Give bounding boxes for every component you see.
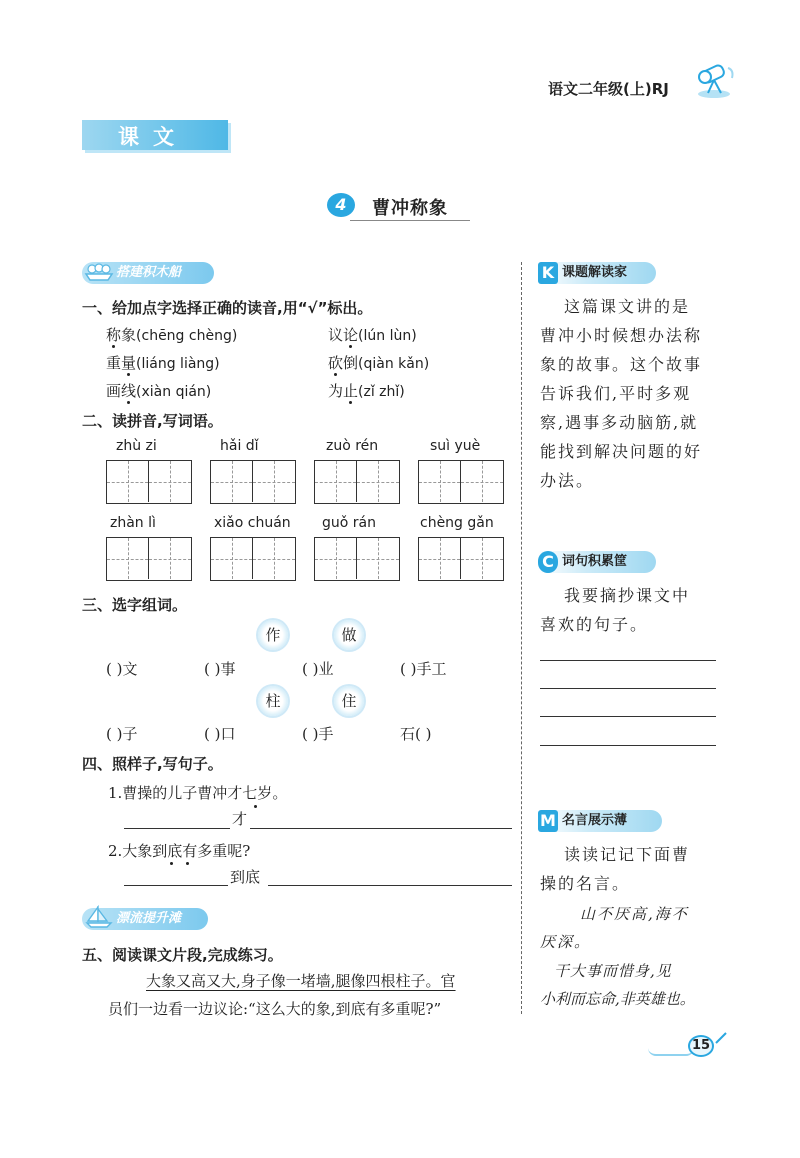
passage-line: 员们一边看一边议论:“这么大的象,到底有多重呢?” — [108, 1000, 442, 1018]
fill-blank[interactable]: ( )文 — [106, 660, 138, 678]
fill-blank[interactable]: ( )手 — [302, 725, 334, 743]
q1-word: 砍 — [328, 354, 344, 372]
answer-line[interactable] — [124, 885, 228, 886]
m-badge-icon: M — [538, 810, 558, 832]
pinyin-label: xiǎo chuán — [214, 515, 291, 531]
q1-item: 为止(zǐ zhǐ) — [328, 382, 405, 400]
answer-line[interactable] — [268, 885, 512, 886]
emphasis-dot — [186, 862, 189, 865]
pinyin-label: chèng gǎn — [420, 515, 494, 531]
q1-word: 称 — [106, 326, 122, 344]
lesson-banner-label: 课文 — [118, 125, 188, 149]
sidebar-text: 我要摘抄课文中 — [564, 586, 691, 605]
q1-item: 议论(lún lùn) — [328, 326, 417, 344]
answer-line[interactable] — [250, 828, 512, 829]
section-tag-label: 漂流提升滩 — [82, 908, 208, 930]
q1-item: 重量(liáng liàng) — [106, 354, 220, 372]
q1-word: 线 — [121, 382, 137, 400]
sidebar-text: 喜欢的句子。 — [540, 615, 649, 634]
page-number: 15 — [688, 1035, 714, 1057]
fill-blank[interactable]: ( )口 — [204, 725, 236, 743]
pinyin-label: hǎi dǐ — [220, 438, 259, 454]
pinyin-label: zhù zi — [116, 438, 157, 454]
writing-grid[interactable] — [418, 537, 504, 581]
writing-grid[interactable] — [106, 537, 192, 581]
sidebar-text: 察,遇事多动脑筋,就 — [540, 413, 699, 432]
copy-line[interactable] — [540, 745, 716, 746]
passage-line: 大象又高又大,身子像一堵墙,腿像四根柱子。官 — [146, 972, 456, 990]
writing-grid[interactable] — [210, 537, 296, 581]
answer-keyword: 才 — [232, 810, 248, 828]
quote-line: 山不厌高,海不 — [580, 905, 689, 923]
section-tag-label: 搭建积木船 — [82, 262, 214, 284]
title-underline — [350, 220, 470, 221]
answer-line[interactable] — [124, 828, 230, 829]
q1-word: 止 — [343, 382, 359, 400]
sidebar-text: 操的名言。 — [540, 874, 631, 893]
q1-options: (qiàn kǎn) — [358, 356, 430, 372]
section-tag-building — [82, 262, 214, 284]
writing-grid[interactable] — [314, 460, 400, 504]
q1-options: (liáng liàng) — [136, 356, 220, 372]
sailboat-icon — [84, 904, 114, 924]
header-title: 语文二年级(上)RJ — [548, 80, 669, 98]
q1-options: (xiàn qián) — [136, 384, 212, 400]
lesson-number: 4 — [327, 193, 355, 217]
q1-options: (chēng chèng) — [136, 328, 238, 344]
pen-icon — [714, 1030, 728, 1049]
quote-line: 干大事而惜身,见 — [554, 962, 672, 980]
q3-heading: 三、选字组词。 — [82, 596, 188, 614]
q1-options: (lún lùn) — [358, 328, 417, 344]
q1-options: (zǐ zhǐ) — [358, 384, 405, 400]
section-tag-drift — [82, 908, 208, 930]
pinyin-label: zhàn lì — [110, 515, 156, 531]
sidebar-text: 象的故事。这个故事 — [540, 355, 703, 374]
writing-grid[interactable] — [314, 537, 400, 581]
sidebar-text: 告诉我们,平时多观 — [540, 384, 692, 403]
example-sentence: 1.曹操的儿子曹冲才七岁。 — [108, 784, 288, 802]
q1-item: 画线(xiàn qián) — [106, 382, 212, 400]
fill-blank[interactable]: ( )事 — [204, 660, 236, 678]
q1-item: 砍倒(qiàn kǎn) — [328, 354, 430, 372]
example-sentence: 2.大象到底有多重呢? — [108, 842, 251, 860]
pinyin-label: guǒ rán — [322, 515, 376, 531]
sidebar-text: 这篇课文讲的是 — [564, 297, 691, 316]
copy-line[interactable] — [540, 660, 716, 661]
sidebar-text: 曹冲小时候想办法称 — [540, 326, 703, 345]
sidebar-tag-topic — [538, 262, 656, 284]
fill-blank[interactable]: 石( ) — [400, 725, 432, 743]
lesson-title: 曹冲称象 — [372, 198, 448, 219]
choice-character: 住 — [334, 686, 364, 716]
fill-blank[interactable]: ( )子 — [106, 725, 138, 743]
emphasis-dot — [254, 805, 257, 808]
fill-blank[interactable]: ( )手工 — [400, 660, 447, 678]
choice-character: 柱 — [258, 686, 288, 716]
emphasis-dot — [170, 862, 173, 865]
answer-keyword: 到底 — [230, 868, 261, 886]
q1-word: 量 — [121, 354, 137, 372]
quote-line: 厌深。 — [540, 933, 592, 951]
c-badge-icon: C — [538, 551, 558, 573]
pinyin-label: zuò rén — [326, 438, 379, 454]
page-swoosh — [648, 1048, 694, 1056]
pinyin-label: suì yuè — [430, 438, 481, 454]
q4-heading: 四、照样子,写句子。 — [82, 755, 223, 773]
sidebar-tag-quotes — [538, 810, 662, 832]
quote-line: 小利而忘命,非英雄也。 — [540, 990, 695, 1008]
lesson-banner — [82, 120, 228, 150]
fill-blank[interactable]: ( )业 — [302, 660, 334, 678]
q2-heading: 二、读拼音,写词语。 — [82, 412, 223, 430]
sidebar-tag-label: 名言展示薄 — [538, 810, 662, 832]
sidebar-text: 读读记记下面曹 — [564, 845, 691, 864]
q1-item: 称象(chēng chèng) — [106, 326, 238, 344]
writing-grid[interactable] — [418, 460, 504, 504]
q1-word: 论 — [343, 326, 359, 344]
sidebar-text: 办法。 — [540, 471, 595, 490]
column-divider — [521, 262, 522, 1014]
copy-line[interactable] — [540, 716, 716, 717]
writing-grid[interactable] — [210, 460, 296, 504]
telescope-icon — [694, 58, 738, 100]
sidebar-tag-label: 词句积累筐 — [538, 551, 656, 573]
sidebar-tag-words — [538, 551, 656, 573]
sidebar-tag-label: 课题解读家 — [538, 262, 656, 284]
copy-line[interactable] — [540, 688, 716, 689]
writing-grid[interactable] — [106, 460, 192, 504]
choice-character: 作 — [258, 620, 288, 650]
k-badge-icon: K — [538, 262, 558, 284]
boat-icon — [84, 260, 114, 280]
q5-heading: 五、阅读课文片段,完成练习。 — [82, 946, 283, 964]
q1-heading: 一、给加点字选择正确的读音,用“√”标出。 — [82, 299, 373, 317]
choice-character: 做 — [334, 620, 364, 650]
sidebar-text: 能找到解决问题的好 — [540, 442, 703, 461]
